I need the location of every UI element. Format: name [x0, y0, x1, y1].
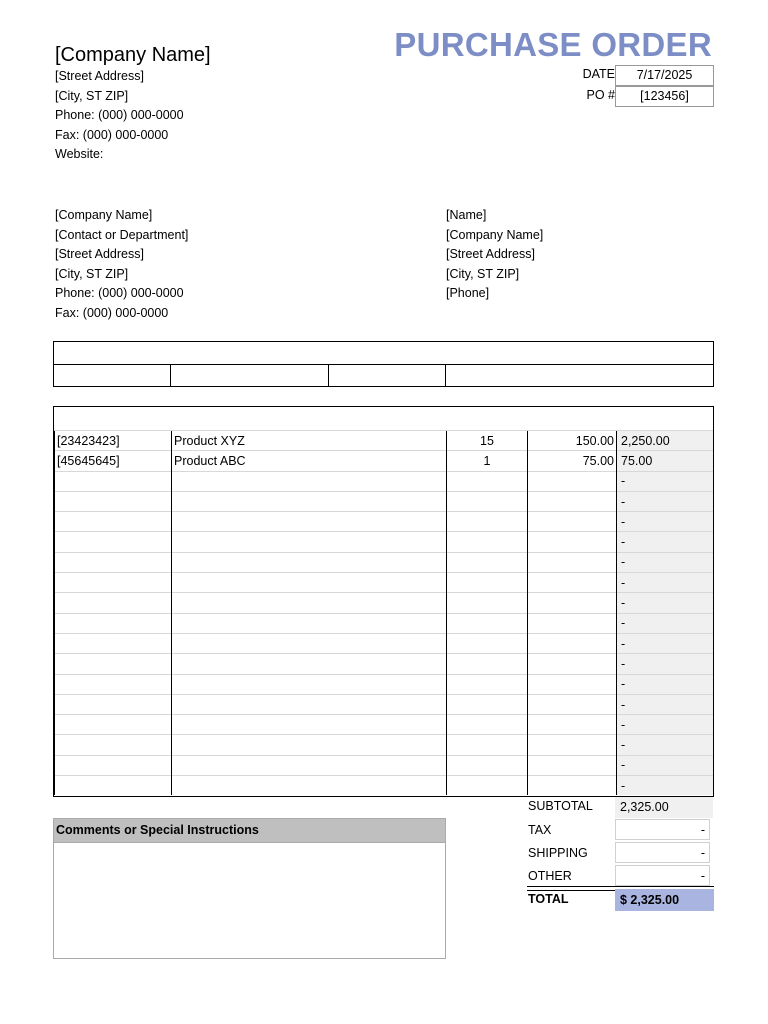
unit-price-cell[interactable] [528, 593, 617, 613]
qty-cell[interactable] [447, 755, 528, 775]
qty-cell[interactable]: 1 [447, 451, 528, 471]
table-row[interactable] [55, 674, 714, 694]
qty-cell[interactable] [447, 491, 528, 511]
unit-price-cell[interactable] [528, 633, 617, 653]
item-number-cell[interactable] [55, 512, 172, 532]
table-row[interactable] [55, 471, 714, 491]
line-total-cell: - [617, 715, 714, 735]
line-total-cell: - [617, 694, 714, 714]
line-total-cell: - [617, 613, 714, 633]
description-cell[interactable] [172, 633, 447, 653]
vendor-line: [City, ST ZIP] [55, 266, 129, 281]
po-number-field[interactable]: [123456] [615, 86, 714, 107]
item-number-cell[interactable] [55, 735, 172, 755]
unit-price-cell[interactable] [528, 491, 617, 511]
ship-to-line: [City, ST ZIP] [446, 266, 520, 281]
company-line: Fax: (000) 000-0000 [55, 127, 169, 142]
ship-to-line: [Company Name] [446, 227, 544, 242]
item-number-cell[interactable]: [23423423] [55, 431, 172, 451]
table-row[interactable] [55, 613, 714, 633]
line-total-cell: - [617, 735, 714, 755]
unit-price-cell[interactable] [528, 613, 617, 633]
description-cell[interactable]: Product XYZ [172, 431, 447, 451]
table-row[interactable] [55, 633, 714, 653]
qty-cell[interactable] [447, 512, 528, 532]
qty-cell[interactable] [447, 471, 528, 491]
items-body [54, 430, 713, 795]
line-total-cell: - [617, 776, 714, 796]
line-total-cell: - [617, 593, 714, 613]
page-title: PURCHASE ORDER [394, 26, 712, 63]
item-number-cell[interactable] [55, 573, 172, 593]
unit-price-cell[interactable] [528, 552, 617, 572]
item-number-cell[interactable] [55, 755, 172, 775]
shipping-header-row [54, 342, 714, 365]
item-number-cell[interactable] [55, 491, 172, 511]
item-number-cell[interactable] [55, 532, 172, 552]
item-number-cell[interactable] [55, 715, 172, 735]
line-total-cell: 2,250.00 [617, 431, 714, 451]
unit-price-cell[interactable] [528, 694, 617, 714]
item-number-cell[interactable] [55, 552, 172, 572]
item-number-cell[interactable] [55, 613, 172, 633]
shipping-cell[interactable] [54, 365, 171, 387]
qty-cell[interactable] [447, 674, 528, 694]
description-cell[interactable] [172, 552, 447, 572]
company-line: Phone: (000) 000-0000 [55, 108, 184, 123]
description-cell[interactable] [172, 573, 447, 593]
table-row[interactable] [55, 755, 714, 775]
description-cell[interactable] [172, 471, 447, 491]
tax-value[interactable]: - [615, 819, 710, 840]
table-row[interactable] [55, 694, 714, 714]
description-cell[interactable] [172, 735, 447, 755]
shipping-cell[interactable] [329, 365, 446, 387]
items-header-row [54, 407, 713, 430]
description-cell[interactable] [172, 613, 447, 633]
item-number-cell[interactable] [55, 694, 172, 714]
unit-price-cell[interactable] [528, 674, 617, 694]
shipping-info-table [53, 341, 714, 387]
subtotal-label: SUBTOTAL [528, 799, 593, 813]
total-label: TOTAL [528, 892, 569, 906]
qty-cell[interactable] [447, 735, 528, 755]
line-total-cell: - [617, 552, 714, 572]
company-address [55, 67, 184, 165]
table-row[interactable] [55, 735, 714, 755]
description-cell[interactable] [172, 654, 447, 674]
table-row[interactable] [55, 715, 714, 735]
table-row[interactable] [55, 532, 714, 552]
po-label: PO # [586, 88, 615, 102]
line-total-cell: - [617, 491, 714, 511]
qty-cell[interactable] [447, 694, 528, 714]
unit-price-cell[interactable] [528, 512, 617, 532]
other-value[interactable]: - [615, 865, 710, 886]
item-number-cell[interactable] [55, 674, 172, 694]
vendor-line: [Street Address] [55, 247, 144, 262]
unit-price-cell[interactable] [528, 715, 617, 735]
unit-price-cell[interactable] [528, 776, 617, 796]
qty-cell[interactable] [447, 776, 528, 796]
company-line: Website: [55, 147, 104, 162]
description-cell[interactable] [172, 715, 447, 735]
unit-price-cell[interactable] [528, 532, 617, 552]
unit-price-cell[interactable]: 75.00 [528, 451, 617, 471]
table-row[interactable] [55, 552, 714, 572]
qty-cell[interactable] [447, 633, 528, 653]
table-row[interactable] [55, 654, 714, 674]
ship-to-block [446, 206, 543, 304]
other-label: OTHER [528, 869, 572, 883]
table-row[interactable] [55, 776, 714, 796]
item-number-cell[interactable] [55, 633, 172, 653]
company-name: [Company Name] [55, 44, 211, 66]
vendor-block [55, 206, 188, 324]
items-table [53, 406, 714, 797]
tax-label: TAX [528, 823, 552, 837]
line-total-cell: - [617, 755, 714, 775]
description-cell[interactable] [172, 491, 447, 511]
shipping-label: SHIPPING [528, 846, 588, 860]
item-number-cell[interactable] [55, 471, 172, 491]
qty-cell[interactable]: 15 [447, 431, 528, 451]
description-cell[interactable] [172, 776, 447, 796]
item-number-cell[interactable] [55, 776, 172, 796]
line-total-cell: - [617, 532, 714, 552]
date-label: DATE [582, 67, 615, 81]
qty-cell[interactable] [447, 613, 528, 633]
unit-price-cell[interactable] [528, 735, 617, 755]
line-total-cell: - [617, 512, 714, 532]
comments-box[interactable] [53, 818, 446, 959]
unit-price-cell[interactable] [528, 471, 617, 491]
shipping-cell[interactable] [446, 365, 714, 387]
total-value: $ 2,325.00 [615, 889, 714, 911]
comments-label: Comments or Special Instructions [54, 819, 445, 843]
unit-price-cell[interactable]: 150.00 [528, 431, 617, 451]
ship-to-line: [Street Address] [446, 247, 535, 262]
company-line: [City, ST ZIP] [55, 88, 129, 103]
description-cell[interactable]: Product ABC [172, 451, 447, 471]
table-row[interactable] [55, 451, 714, 471]
table-row[interactable] [55, 512, 714, 532]
table-row[interactable] [55, 573, 714, 593]
line-total-cell: - [617, 633, 714, 653]
description-cell[interactable] [172, 512, 447, 532]
unit-price-cell[interactable] [528, 573, 617, 593]
description-cell[interactable] [172, 694, 447, 714]
shipping-value[interactable]: - [615, 842, 710, 863]
ship-to-line: [Phone] [446, 286, 490, 301]
line-total-cell: - [617, 471, 714, 491]
shipping-cell[interactable] [171, 365, 329, 387]
qty-cell[interactable] [447, 654, 528, 674]
date-field[interactable]: 7/17/2025 [615, 65, 714, 86]
company-line: [Street Address] [55, 69, 144, 83]
subtotal-value: 2,325.00 [615, 797, 713, 818]
unit-price-cell[interactable] [528, 755, 617, 775]
description-cell[interactable] [172, 755, 447, 775]
qty-cell[interactable] [447, 552, 528, 572]
line-total-cell: - [617, 654, 714, 674]
line-total-cell: 75.00 [617, 451, 714, 471]
unit-price-cell[interactable] [528, 654, 617, 674]
qty-cell[interactable] [447, 532, 528, 552]
description-cell[interactable] [172, 532, 447, 552]
table-row[interactable] [55, 491, 714, 511]
qty-cell[interactable] [447, 573, 528, 593]
item-number-cell[interactable] [55, 654, 172, 674]
qty-cell[interactable] [447, 715, 528, 735]
ship-to-line: [Name] [446, 208, 487, 222]
description-cell[interactable] [172, 674, 447, 694]
vendor-line: Fax: (000) 000-0000 [55, 305, 169, 320]
qty-cell[interactable] [447, 593, 528, 613]
line-total-cell: - [617, 674, 714, 694]
vendor-line: Phone: (000) 000-0000 [55, 286, 184, 301]
description-cell[interactable] [172, 593, 447, 613]
item-number-cell[interactable]: [45645645] [55, 451, 172, 471]
table-row[interactable] [55, 431, 714, 451]
vendor-line: [Company Name] [55, 208, 153, 222]
item-number-cell[interactable] [55, 593, 172, 613]
table-row[interactable] [55, 593, 714, 613]
vendor-line: [Contact or Department] [55, 227, 189, 242]
line-total-cell: - [617, 573, 714, 593]
